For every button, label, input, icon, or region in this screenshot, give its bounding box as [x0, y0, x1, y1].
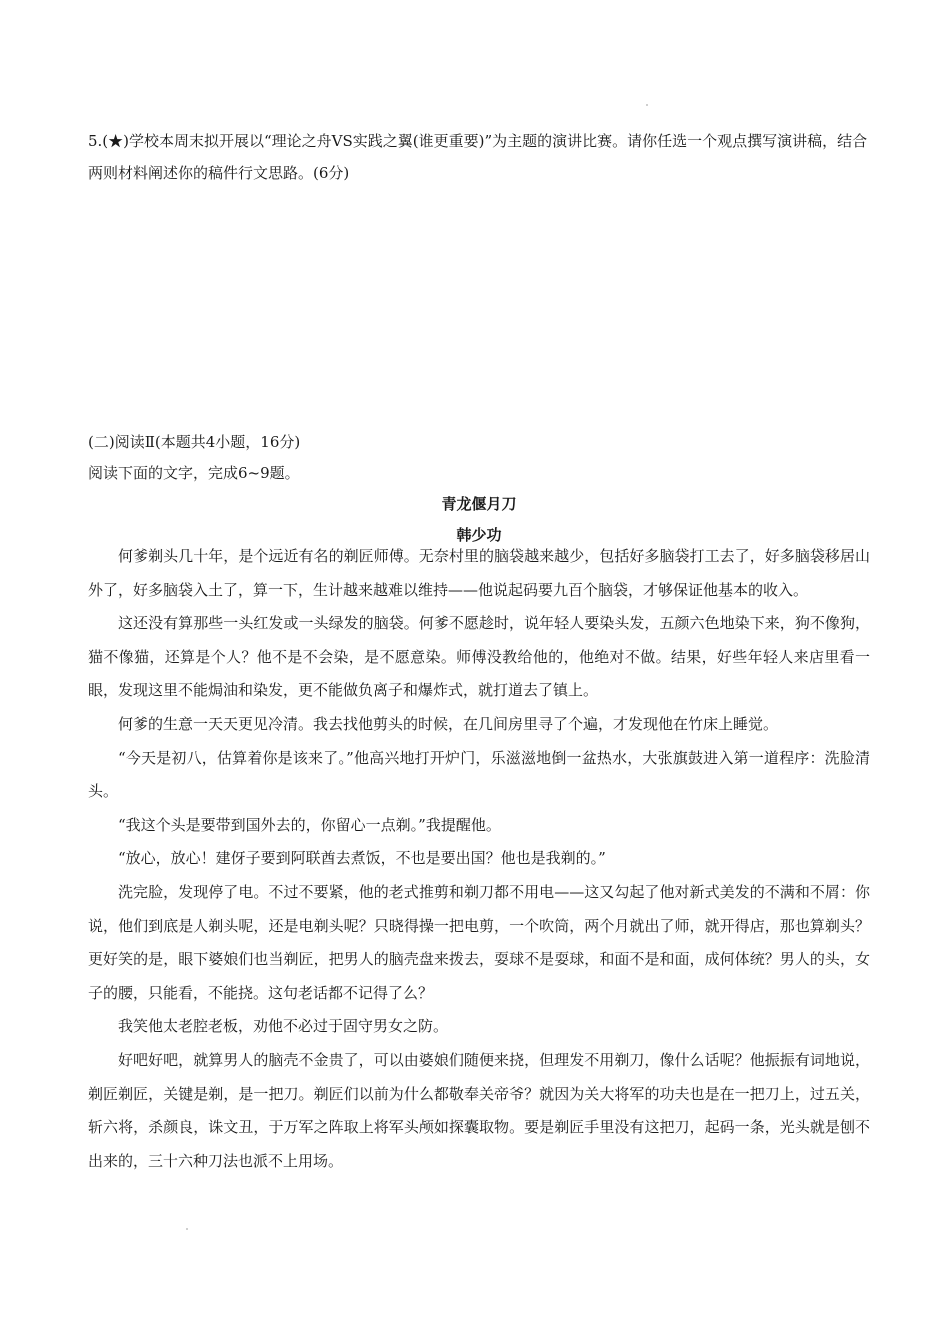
article-title: 青龙偃月刀 — [441, 495, 517, 513]
question-5-text: 5.(★)学校本周末拟开展以“理论之舟VS实践之翼(谁更重要)”为主题的演讲比赛。请你任选一个观点撰写演讲稿，结合两则材料阐述你的稿件行文思路。(6分) — [88, 132, 868, 182]
paragraph: 我笑他太老腔老板，劝他不必过于固守男女之防。 — [118, 1017, 449, 1036]
section-instruction: 阅读下面的文字，完成6~9题。 — [88, 464, 300, 482]
section-heading: (二)阅读Ⅱ(本题共4小题，16分) — [88, 433, 301, 451]
scan-speck-bottom — [186, 1228, 188, 1230]
paragraph: 好吧好吧，就算男人的脑壳不金贵了，可以由婆娘们随便来挠，但理发不用剃刀，像什么话呢？他振振有词地说，剃匠剃匠，关键是剃，是一把刀。剃匠们以前为什么都敬奉关帝爷？就因为关大将军的功夫也是在一把刀上，过五关，斩六将，杀颜良，诛文丑，于万军之阵取上将军头颅如探囊取物。要是剃匠手里没有这把刀，起码一条，光头就是刨不出来的，三十六种刀法也派不上用场。 — [88, 1050, 870, 1170]
article-author: 韩少功 — [456, 526, 502, 544]
reading-section-2 — [88, 427, 870, 551]
paragraph: 何爹的生意一天天更见冷清。我去找他剪头的时候，在几间房里寻了个遍，才发现他在竹床上睡觉。 — [118, 714, 779, 733]
document-page — [88, 0, 870, 1343]
question-5 — [88, 125, 870, 189]
paragraph: “今天是初八，估算着你是该来了。”他高兴地打开炉门，乐滋滋地倒一盆热水，大张旗鼓进入第一道程序：洗脸清头。 — [88, 748, 870, 801]
paragraph: “放心，放心！建伢子要到阿联酋去煮饭，不也是要出国？他也是我剃的。” — [118, 849, 606, 868]
paragraph: 这还没有算那些一头红发或一头绿发的脑袋。何爹不愿趁时，说年轻人要染头发，五颜六色地染下来，狗不像狗，猫不像猫，还算是个人？他不是不会染，是不愿意染。师傅没教给他的，他绝对不做。结果，好些年轻人来店里看一眼，发现这里不能焗油和染发，更不能做负离子和爆炸式，就打道去了镇上。 — [88, 614, 870, 700]
paragraph: 何爹剃头几十年，是个远近有名的剃匠师傅。无奈村里的脑袋越来越少，包括好多脑袋打工去了，好多脑袋移居山外了，好多脑袋入土了，算一下，生计越来越难以维持——他说起码要九百个脑袋，才够保证他基本的收入。 — [88, 547, 870, 599]
paragraph: “我这个头是要带到国外去的，你留心一点剃。”我提醒他。 — [118, 815, 501, 834]
article-body — [88, 540, 870, 1178]
paragraph: 洗完脸，发现停了电。不过不要紧，他的老式推剪和剃刀都不用电——这又勾起了他对新式美发的不满和不屑：你说，他们到底是人剃头呢，还是电剃头呢？只晓得操一把电剪，一个吹筒，两个月就出了师，就开得店，那也算剃头？更好笑的是，眼下婆娘们也当剃匠，把男人的脑壳盘来拨去，耍球不是耍球，和面不是和面，成何体统？男人的头，女子的腰，只能看，不能挠。这句老话都不记得了么？ — [88, 882, 870, 1002]
